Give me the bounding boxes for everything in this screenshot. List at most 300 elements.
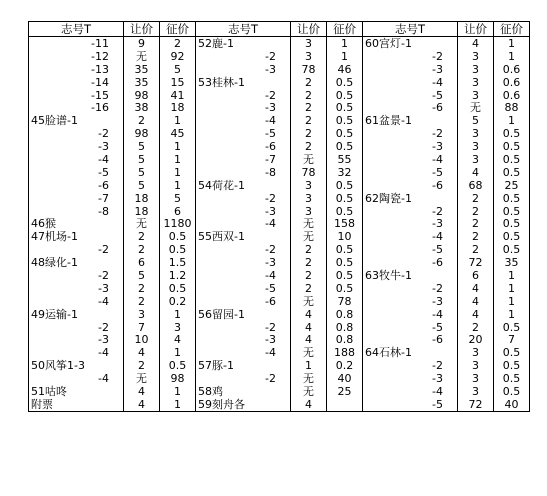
table-row — [29, 282, 530, 295]
stamp-number-cell: 52鹿-1 — [196, 37, 291, 50]
ask-price-cell: 2 — [124, 282, 160, 295]
bid-price-cell: 0.5 — [327, 101, 363, 114]
bid-price-cell: 0.6 — [494, 63, 530, 76]
stamp-number-cell: 61盆景-1 — [363, 114, 458, 127]
bid-price-cell: 0.5 — [494, 127, 530, 140]
ask-price-cell: 无 — [291, 295, 327, 308]
ask-price-cell: 无 — [291, 346, 327, 359]
bid-price-cell: 1 — [160, 114, 196, 127]
ask-price-cell: 68 — [458, 179, 494, 192]
stamp-number-cell: -6 — [29, 179, 124, 192]
bid-price-cell — [327, 398, 363, 411]
ask-price-cell: 无 — [291, 385, 327, 398]
bid-price-cell: 0.6 — [494, 76, 530, 89]
bid-price-cell: 0.5 — [327, 256, 363, 269]
stamp-number-cell: -6 — [363, 101, 458, 114]
stamp-number-cell: 45脸谱-1 — [29, 114, 124, 127]
bid-price-cell: 55 — [327, 153, 363, 166]
ask-price-cell: 3 — [291, 50, 327, 63]
bid-price-cell: 1.2 — [160, 269, 196, 282]
table-row — [29, 243, 530, 256]
stamp-number-cell: -4 — [363, 385, 458, 398]
bid-price-cell: 25 — [327, 385, 363, 398]
stamp-number-cell: -4 — [196, 217, 291, 230]
bid-price-cell: 1 — [494, 50, 530, 63]
bid-price-cell: 1 — [160, 346, 196, 359]
table-row — [29, 256, 530, 269]
stamp-number-cell: 56留园-1 — [196, 308, 291, 321]
bid-price-cell: 1 — [494, 37, 530, 50]
header-stamp-number: 志号T — [363, 22, 458, 37]
stamp-number-cell: -3 — [196, 205, 291, 218]
bid-price-cell: 40 — [327, 372, 363, 385]
table-row — [29, 153, 530, 166]
bid-price-cell: 0.5 — [494, 153, 530, 166]
ask-price-cell: 2 — [291, 256, 327, 269]
stamp-number-cell: -2 — [29, 269, 124, 282]
ask-price-cell: 4 — [458, 166, 494, 179]
stamp-number-cell: -4 — [196, 346, 291, 359]
ask-price-cell: 5 — [124, 153, 160, 166]
ask-price-cell: 3 — [124, 308, 160, 321]
stamp-number-cell: 51咕咚 — [29, 385, 124, 398]
stamp-number-cell: -5 — [196, 282, 291, 295]
ask-price-cell: 2 — [291, 127, 327, 140]
stamp-number-cell: -2 — [196, 192, 291, 205]
table-row — [29, 333, 530, 346]
bid-price-cell: 7 — [494, 333, 530, 346]
bid-price-cell: 0.5 — [327, 192, 363, 205]
bid-price-cell: 188 — [327, 346, 363, 359]
stamp-number-cell: -3 — [363, 140, 458, 153]
table-row — [29, 192, 530, 205]
stamp-number-cell: 60宫灯-1 — [363, 37, 458, 50]
ask-price-cell: 2 — [458, 192, 494, 205]
ask-price-cell: 3 — [291, 205, 327, 218]
bid-price-cell: 0.5 — [160, 230, 196, 243]
stamp-number-cell: 54荷花-1 — [196, 179, 291, 192]
stamp-number-cell: -3 — [196, 256, 291, 269]
ask-price-cell: 9 — [124, 37, 160, 50]
ask-price-cell: 4 — [458, 308, 494, 321]
bid-price-cell: 0.5 — [327, 89, 363, 102]
stamp-number-cell: -5 — [363, 243, 458, 256]
ask-price-cell: 18 — [124, 192, 160, 205]
ask-price-cell: 2 — [458, 243, 494, 256]
ask-price-cell: 5 — [124, 269, 160, 282]
ask-price-cell: 2 — [124, 114, 160, 127]
ask-price-cell: 4 — [124, 385, 160, 398]
ask-price-cell: 5 — [124, 140, 160, 153]
ask-price-cell: 4 — [124, 346, 160, 359]
bid-price-cell: 3 — [160, 321, 196, 334]
stamp-number-cell: 50风筝1-3 — [29, 359, 124, 372]
bid-price-cell: 25 — [494, 179, 530, 192]
ask-price-cell: 18 — [124, 205, 160, 218]
ask-price-cell: 7 — [124, 321, 160, 334]
stamp-number-cell: -4 — [363, 153, 458, 166]
bid-price-cell: 0.5 — [494, 243, 530, 256]
stamp-number-cell: -11 — [29, 37, 124, 50]
ask-price-cell: 72 — [458, 256, 494, 269]
stamp-number-cell: 附票 — [29, 398, 124, 411]
header-ask-price: 让价 — [458, 22, 494, 37]
bid-price-cell: 0.5 — [494, 140, 530, 153]
bid-price-cell: 1.5 — [160, 256, 196, 269]
stamp-number-cell: -5 — [363, 321, 458, 334]
ask-price-cell: 3 — [458, 346, 494, 359]
ask-price-cell: 2 — [124, 295, 160, 308]
table-row — [29, 166, 530, 179]
ask-price-cell: 无 — [124, 217, 160, 230]
bid-price-cell: 1180 — [160, 217, 196, 230]
stamp-number-cell: -2 — [196, 243, 291, 256]
table-row — [29, 76, 530, 89]
stamp-number-cell: -3 — [196, 333, 291, 346]
bid-price-cell: 0.5 — [327, 127, 363, 140]
bid-price-cell: 0.5 — [494, 205, 530, 218]
stamp-number-cell: 55西双-1 — [196, 230, 291, 243]
stamp-number-cell: -3 — [196, 101, 291, 114]
bid-price-cell: 1 — [160, 153, 196, 166]
ask-price-cell: 4 — [291, 321, 327, 334]
bid-price-cell: 0.5 — [494, 166, 530, 179]
table-row — [29, 101, 530, 114]
ask-price-cell: 98 — [124, 127, 160, 140]
bid-price-cell: 2 — [160, 37, 196, 50]
stamp-number-cell: -2 — [29, 243, 124, 256]
ask-price-cell: 5 — [124, 166, 160, 179]
ask-price-cell: 78 — [291, 63, 327, 76]
bid-price-cell: 0.2 — [160, 295, 196, 308]
stamp-number-cell: -4 — [196, 114, 291, 127]
ask-price-cell: 2 — [124, 230, 160, 243]
stamp-number-cell: 53桂林-1 — [196, 76, 291, 89]
header-ask-price: 让价 — [291, 22, 327, 37]
ask-price-cell: 4 — [291, 308, 327, 321]
stamp-number-cell: 47机场-1 — [29, 230, 124, 243]
stamp-number-cell: -16 — [29, 101, 124, 114]
bid-price-cell: 0.5 — [494, 372, 530, 385]
ask-price-cell: 5 — [458, 114, 494, 127]
bid-price-cell: 46 — [327, 63, 363, 76]
ask-price-cell: 2 — [291, 76, 327, 89]
bid-price-cell: 5 — [160, 192, 196, 205]
stamp-number-cell: -12 — [29, 50, 124, 63]
ask-price-cell: 35 — [124, 63, 160, 76]
ask-price-cell: 2 — [291, 140, 327, 153]
bid-price-cell: 0.5 — [494, 346, 530, 359]
bid-price-cell: 10 — [327, 230, 363, 243]
stamp-number-cell: -13 — [29, 63, 124, 76]
header-ask-price: 让价 — [124, 22, 160, 37]
header-bid-price: 征价 — [327, 22, 363, 37]
ask-price-cell: 2 — [458, 217, 494, 230]
bid-price-cell: 0.6 — [494, 89, 530, 102]
stamp-number-cell: -5 — [29, 166, 124, 179]
ask-price-cell: 3 — [458, 50, 494, 63]
header-bid-price: 征价 — [494, 22, 530, 37]
ask-price-cell: 2 — [291, 89, 327, 102]
ask-price-cell: 2 — [124, 359, 160, 372]
stamp-number-cell: 59刻舟各 — [196, 398, 291, 411]
ask-price-cell: 4 — [124, 398, 160, 411]
bid-price-cell: 0.5 — [160, 359, 196, 372]
bid-price-cell: 1 — [160, 308, 196, 321]
stamp-number-cell: -14 — [29, 76, 124, 89]
bid-price-cell: 32 — [327, 166, 363, 179]
ask-price-cell: 78 — [291, 166, 327, 179]
bid-price-cell: 15 — [160, 76, 196, 89]
bid-price-cell: 0.8 — [327, 333, 363, 346]
bid-price-cell: 0.5 — [327, 179, 363, 192]
bid-price-cell: 78 — [327, 295, 363, 308]
table-row — [29, 359, 530, 372]
table-row — [29, 37, 530, 50]
bid-price-cell: 18 — [160, 101, 196, 114]
stamp-number-cell: -5 — [363, 398, 458, 411]
bid-price-cell: 0.8 — [327, 308, 363, 321]
ask-price-cell: 3 — [291, 37, 327, 50]
ask-price-cell: 3 — [458, 359, 494, 372]
stamp-number-cell: -4 — [29, 295, 124, 308]
ask-price-cell: 4 — [458, 37, 494, 50]
ask-price-cell: 2 — [458, 321, 494, 334]
stamp-number-cell: -8 — [29, 205, 124, 218]
header-stamp-number: 志号T — [29, 22, 124, 37]
stamp-number-cell: -5 — [363, 166, 458, 179]
table-row — [29, 372, 530, 385]
stamp-number-cell: -2 — [363, 282, 458, 295]
bid-price-cell: 45 — [160, 127, 196, 140]
table-body — [29, 37, 530, 412]
ask-price-cell: 4 — [291, 398, 327, 411]
ask-price-cell: 3 — [458, 372, 494, 385]
bid-price-cell: 0.5 — [494, 230, 530, 243]
table-row — [29, 179, 530, 192]
ask-price-cell: 4 — [291, 333, 327, 346]
table-row — [29, 127, 530, 140]
stamp-number-cell: -8 — [196, 166, 291, 179]
stamp-number-cell: -2 — [196, 372, 291, 385]
bid-price-cell: 1 — [160, 140, 196, 153]
stamp-number-cell: 58鸡 — [196, 385, 291, 398]
bid-price-cell: 1 — [160, 166, 196, 179]
bid-price-cell: 88 — [494, 101, 530, 114]
bid-price-cell: 0.5 — [327, 269, 363, 282]
table-row — [29, 295, 530, 308]
bid-price-cell: 0.5 — [160, 243, 196, 256]
ask-price-cell: 3 — [458, 76, 494, 89]
stamp-number-cell: -6 — [196, 140, 291, 153]
stamp-number-cell: -2 — [363, 205, 458, 218]
bid-price-cell: 6 — [160, 205, 196, 218]
ask-price-cell: 3 — [458, 385, 494, 398]
bid-price-cell: 1 — [494, 269, 530, 282]
stamp-number-cell: -4 — [363, 230, 458, 243]
stamp-number-cell: -3 — [29, 140, 124, 153]
stamp-number-cell: -4 — [29, 372, 124, 385]
ask-price-cell: 2 — [291, 282, 327, 295]
table-row — [29, 346, 530, 359]
table-row — [29, 114, 530, 127]
ask-price-cell: 72 — [458, 398, 494, 411]
stamp-number-cell: 48绿化-1 — [29, 256, 124, 269]
ask-price-cell: 3 — [458, 153, 494, 166]
ask-price-cell: 38 — [124, 101, 160, 114]
bid-price-cell: 0.5 — [494, 192, 530, 205]
stamp-number-cell: -2 — [363, 50, 458, 63]
ask-price-cell: 无 — [124, 50, 160, 63]
ask-price-cell: 3 — [291, 192, 327, 205]
bid-price-cell: 5 — [160, 63, 196, 76]
bid-price-cell: 1 — [494, 282, 530, 295]
stamp-number-cell: -2 — [363, 359, 458, 372]
stamp-number-cell: -4 — [29, 346, 124, 359]
bid-price-cell: 1 — [494, 308, 530, 321]
stamp-number-cell: -5 — [363, 89, 458, 102]
ask-price-cell: 无 — [124, 372, 160, 385]
stamp-number-cell: -2 — [196, 321, 291, 334]
ask-price-cell: 无 — [291, 153, 327, 166]
stamp-number-cell: -3 — [363, 217, 458, 230]
bid-price-cell: 0.5 — [494, 217, 530, 230]
ask-price-cell: 3 — [458, 89, 494, 102]
bid-price-cell: 40 — [494, 398, 530, 411]
ask-price-cell: 6 — [458, 269, 494, 282]
stamp-number-cell: 49运输-1 — [29, 308, 124, 321]
ask-price-cell: 2 — [458, 230, 494, 243]
ask-price-cell: 3 — [291, 179, 327, 192]
stamp-number-cell: -4 — [196, 269, 291, 282]
bid-price-cell: 158 — [327, 217, 363, 230]
bid-price-cell: 0.5 — [494, 359, 530, 372]
ask-price-cell: 无 — [291, 217, 327, 230]
bid-price-cell: 4 — [160, 333, 196, 346]
stamp-number-cell: -2 — [29, 321, 124, 334]
bid-price-cell: 0.5 — [160, 282, 196, 295]
stamp-number-cell: -3 — [363, 63, 458, 76]
ask-price-cell: 1 — [291, 359, 327, 372]
stamp-number-cell: -6 — [363, 333, 458, 346]
ask-price-cell: 10 — [124, 333, 160, 346]
bid-price-cell: 0.5 — [327, 140, 363, 153]
stamp-number-cell: -2 — [196, 50, 291, 63]
ask-price-cell: 3 — [458, 127, 494, 140]
bid-price-cell: 41 — [160, 89, 196, 102]
stamp-number-cell: 63牧牛-1 — [363, 269, 458, 282]
bid-price-cell: 92 — [160, 50, 196, 63]
stamp-number-cell: -4 — [29, 153, 124, 166]
stamp-number-cell: 46猴 — [29, 217, 124, 230]
stamp-number-cell: -3 — [29, 333, 124, 346]
ask-price-cell: 5 — [124, 179, 160, 192]
table-row — [29, 398, 530, 411]
bid-price-cell: 1 — [494, 114, 530, 127]
stamp-number-cell: 62陶瓷-1 — [363, 192, 458, 205]
ask-price-cell: 无 — [458, 101, 494, 114]
stamp-number-cell: -3 — [363, 295, 458, 308]
ask-price-cell: 无 — [291, 372, 327, 385]
bid-price-cell: 0.2 — [327, 359, 363, 372]
table-row — [29, 230, 530, 243]
ask-price-cell: 4 — [458, 282, 494, 295]
bid-price-cell: 1 — [160, 385, 196, 398]
table-row — [29, 269, 530, 282]
stamp-number-cell: -6 — [196, 295, 291, 308]
bid-price-cell: 1 — [327, 37, 363, 50]
stamp-number-cell: -5 — [196, 127, 291, 140]
ask-price-cell: 无 — [291, 230, 327, 243]
header-bid-price: 征价 — [160, 22, 196, 37]
stamp-number-cell: -2 — [363, 127, 458, 140]
table-row — [29, 63, 530, 76]
stamp-number-cell: -15 — [29, 89, 124, 102]
stamp-number-cell: 64石林-1 — [363, 346, 458, 359]
stamp-number-cell: -4 — [363, 308, 458, 321]
stamp-number-cell: -7 — [29, 192, 124, 205]
bid-price-cell: 0.8 — [327, 321, 363, 334]
stamp-number-cell: 57豚-1 — [196, 359, 291, 372]
stamp-number-cell: -6 — [363, 256, 458, 269]
bid-price-cell: 1 — [160, 398, 196, 411]
ask-price-cell: 2 — [458, 205, 494, 218]
table-row — [29, 140, 530, 153]
ask-price-cell: 20 — [458, 333, 494, 346]
bid-price-cell: 0.5 — [494, 385, 530, 398]
bid-price-cell: 0.5 — [327, 282, 363, 295]
table-row — [29, 217, 530, 230]
stamp-number-cell: -3 — [363, 372, 458, 385]
stamp-number-cell: -2 — [196, 89, 291, 102]
table-row — [29, 50, 530, 63]
ask-price-cell: 2 — [291, 269, 327, 282]
bid-price-cell: 0.5 — [327, 243, 363, 256]
bid-price-cell: 1 — [494, 295, 530, 308]
table-row — [29, 89, 530, 102]
bid-price-cell: 0.5 — [327, 205, 363, 218]
table-row — [29, 385, 530, 398]
table-row — [29, 205, 530, 218]
ask-price-cell: 98 — [124, 89, 160, 102]
ask-price-cell: 4 — [458, 295, 494, 308]
stamp-number-cell: -2 — [29, 127, 124, 140]
table-row — [29, 321, 530, 334]
ask-price-cell: 3 — [458, 63, 494, 76]
bid-price-cell: 35 — [494, 256, 530, 269]
bid-price-cell: 0.5 — [327, 114, 363, 127]
stamp-number-cell: -4 — [363, 76, 458, 89]
ask-price-cell: 35 — [124, 76, 160, 89]
stamp-price-table — [28, 21, 530, 412]
ask-price-cell: 3 — [458, 140, 494, 153]
ask-price-cell: 2 — [291, 101, 327, 114]
ask-price-cell: 2 — [291, 243, 327, 256]
bid-price-cell: 1 — [327, 50, 363, 63]
table-row — [29, 308, 530, 321]
bid-price-cell: 98 — [160, 372, 196, 385]
ask-price-cell: 6 — [124, 256, 160, 269]
stamp-number-cell: -3 — [29, 282, 124, 295]
ask-price-cell: 2 — [124, 243, 160, 256]
header-stamp-number: 志号T — [196, 22, 291, 37]
ask-price-cell: 2 — [291, 114, 327, 127]
stamp-number-cell: -6 — [363, 179, 458, 192]
bid-price-cell: 0.5 — [494, 321, 530, 334]
bid-price-cell: 0.5 — [327, 76, 363, 89]
stamp-number-cell: -3 — [196, 63, 291, 76]
header-row — [29, 22, 530, 37]
